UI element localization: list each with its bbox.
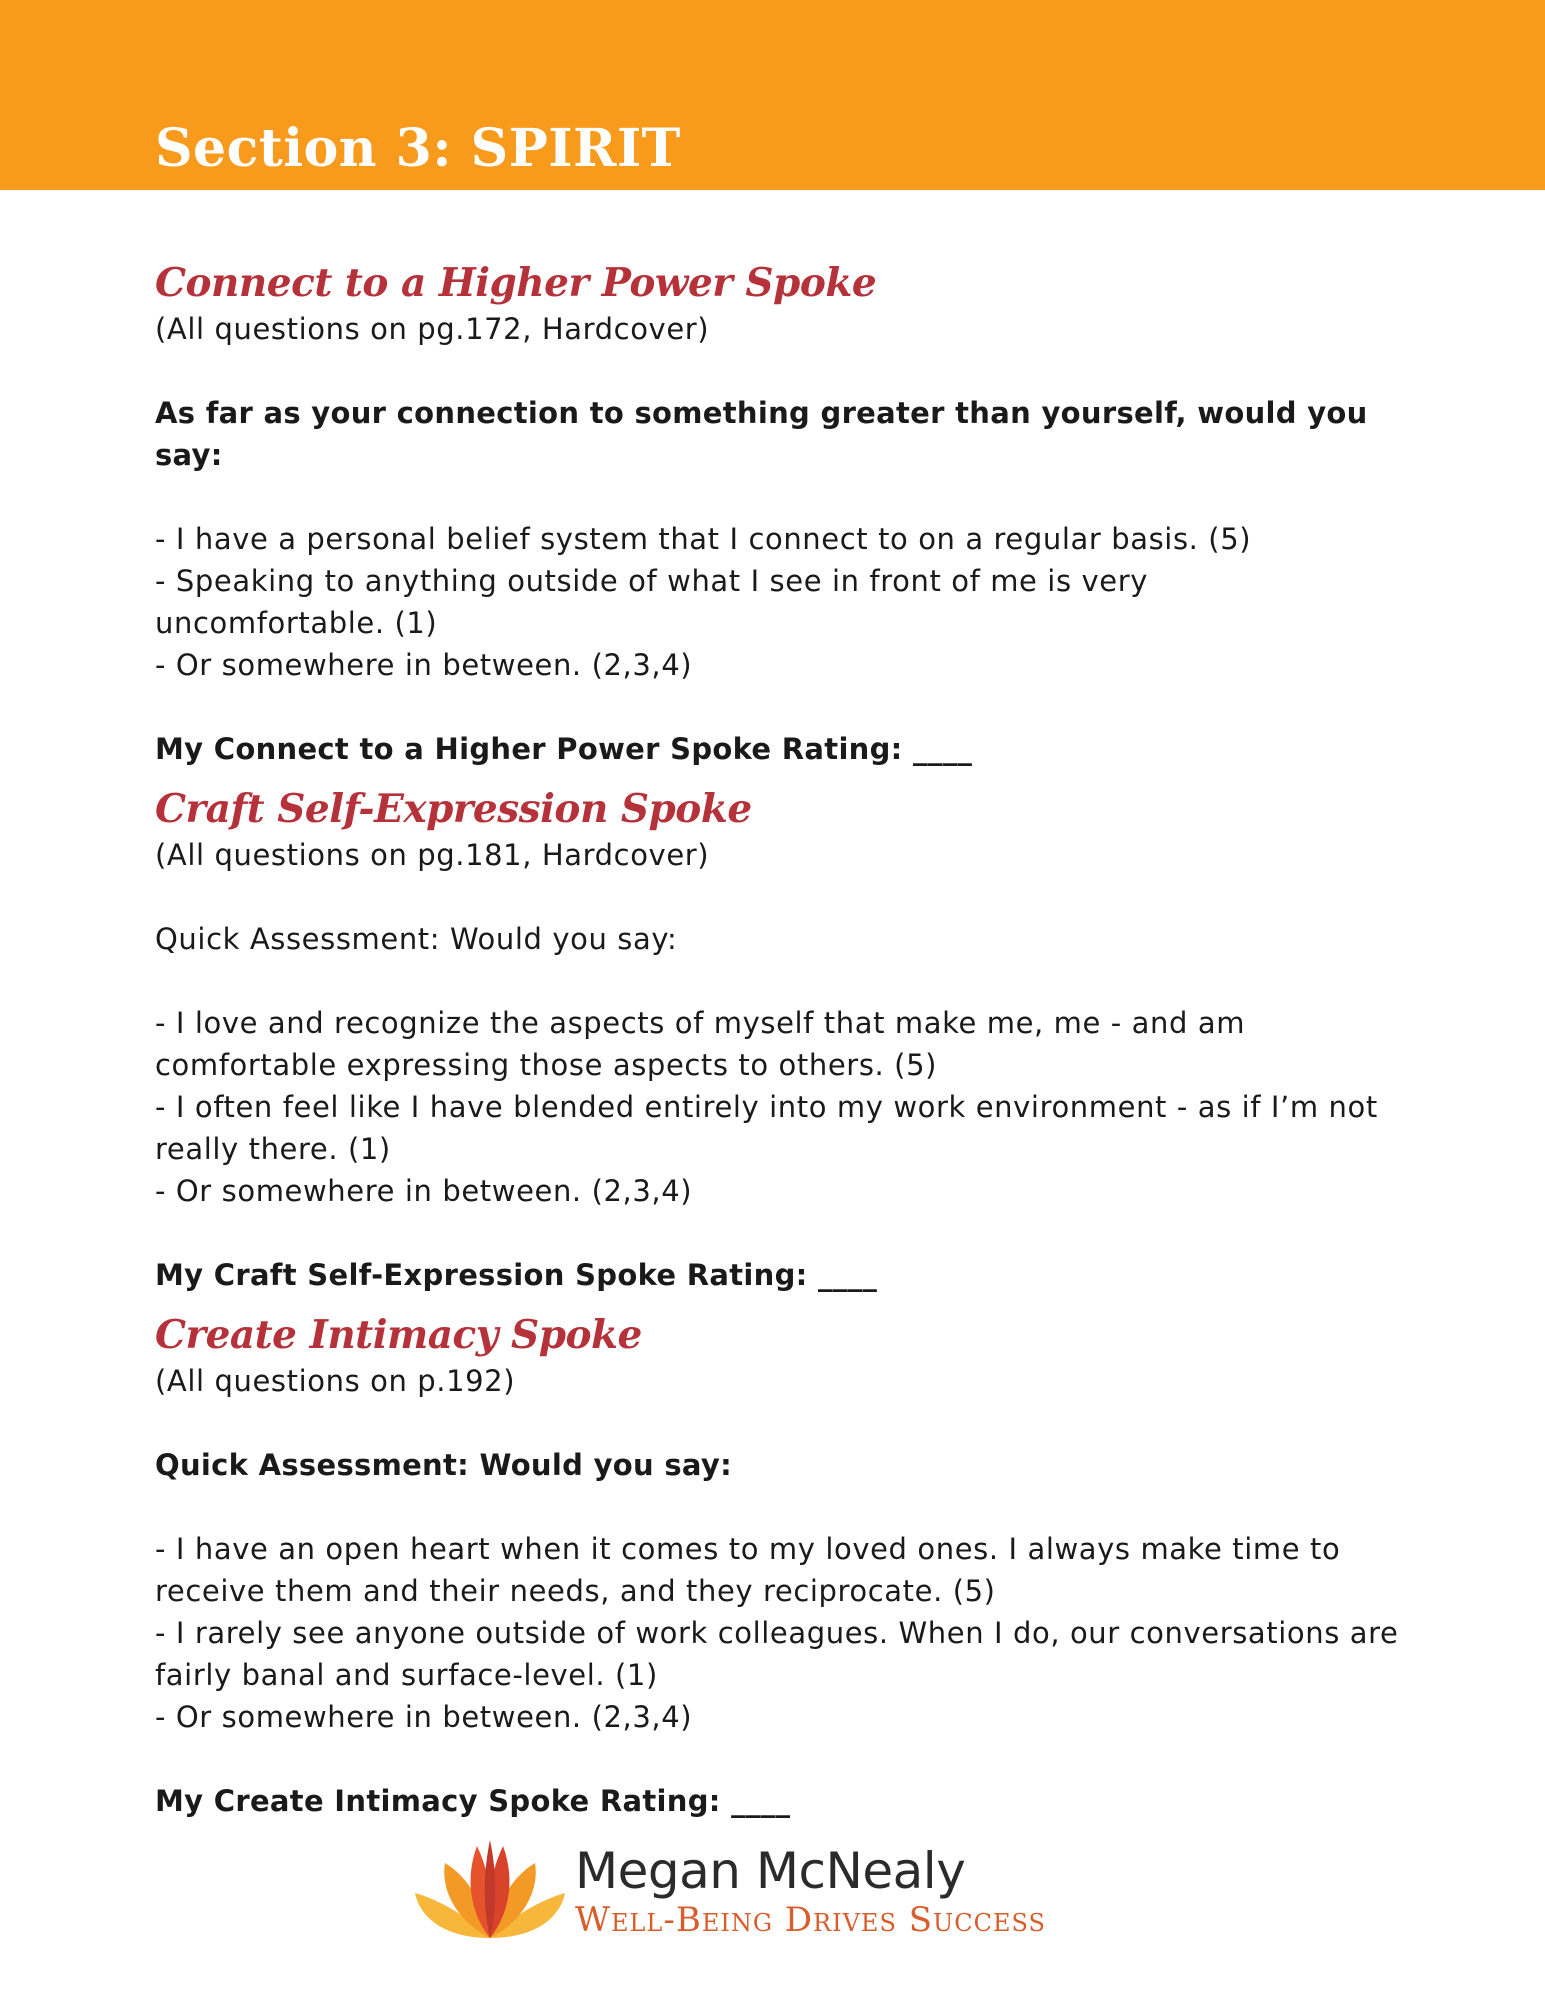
option-line: - Speaking to anything outside of what I see in front of me is very — [155, 564, 1148, 598]
option-line: - I love and recognize the aspects of myself that make me, me - and am — [155, 1006, 1246, 1040]
spoke-higher-power — [155, 258, 1405, 770]
spoke-rating: My Craft Self-Expression Spoke Rating: ____ — [155, 1258, 878, 1292]
spoke-self-expression — [155, 784, 1405, 1296]
spoke-prompt: Quick Assessment: Would you say: — [155, 1448, 732, 1482]
spoke-reference: (All questions on pg.181, Hardcover) — [155, 838, 710, 872]
spoke-title: Connect to a Higher Power Spoke — [155, 260, 877, 306]
spoke-title: Create Intimacy Spoke — [155, 1312, 642, 1358]
footer-brand — [415, 1838, 1135, 1948]
spoke-prompt: As far as your connection to something greater than yourself, would you say: — [155, 396, 1368, 472]
option-line: - I have an open heart when it comes to my loved ones. I always make time to — [155, 1532, 1341, 1566]
option-line: - Or somewhere in between. (2,3,4) — [155, 648, 693, 682]
brand-tagline: Well-Being Drives Success — [575, 1900, 1046, 1940]
option-line: - Or somewhere in between. (2,3,4) — [155, 1700, 693, 1734]
spoke-rating: My Connect to a Higher Power Spoke Rating: ____ — [155, 732, 973, 766]
option-line: - I rarely see anyone outside of work colleagues. When I do, our conversations are — [155, 1616, 1399, 1650]
option-line: fairly banal and surface-level. (1) — [155, 1658, 658, 1692]
option-line: comfortable expressing those aspects to others. (5) — [155, 1048, 938, 1082]
spoke-reference: (All questions on pg.172, Hardcover) — [155, 312, 710, 346]
brand-name: Megan McNealy — [575, 1842, 966, 1900]
option-line: receive them and their needs, and they reciprocate. (5) — [155, 1574, 996, 1608]
option-line: uncomfortable. (1) — [155, 606, 438, 640]
spoke-rating: My Create Intimacy Spoke Rating: ____ — [155, 1784, 791, 1818]
option-line: - I often feel like I have blended entirely into my work environment - as if I’m not — [155, 1090, 1378, 1124]
lotus-icon — [415, 1838, 565, 1952]
spoke-prompt: Quick Assessment: Would you say: — [155, 922, 678, 956]
spoke-intimacy — [155, 1310, 1405, 1822]
option-line: - I have a personal belief system that I connect to on a regular basis. (5) — [155, 522, 1252, 556]
content — [155, 258, 1405, 1822]
section-title: Section 3: SPIRIT — [155, 118, 681, 179]
option-line: really there. (1) — [155, 1132, 391, 1166]
spoke-title: Craft Self-Expression Spoke — [155, 786, 752, 832]
spoke-reference: (All questions on p.192) — [155, 1364, 516, 1398]
option-line: - Or somewhere in between. (2,3,4) — [155, 1174, 693, 1208]
